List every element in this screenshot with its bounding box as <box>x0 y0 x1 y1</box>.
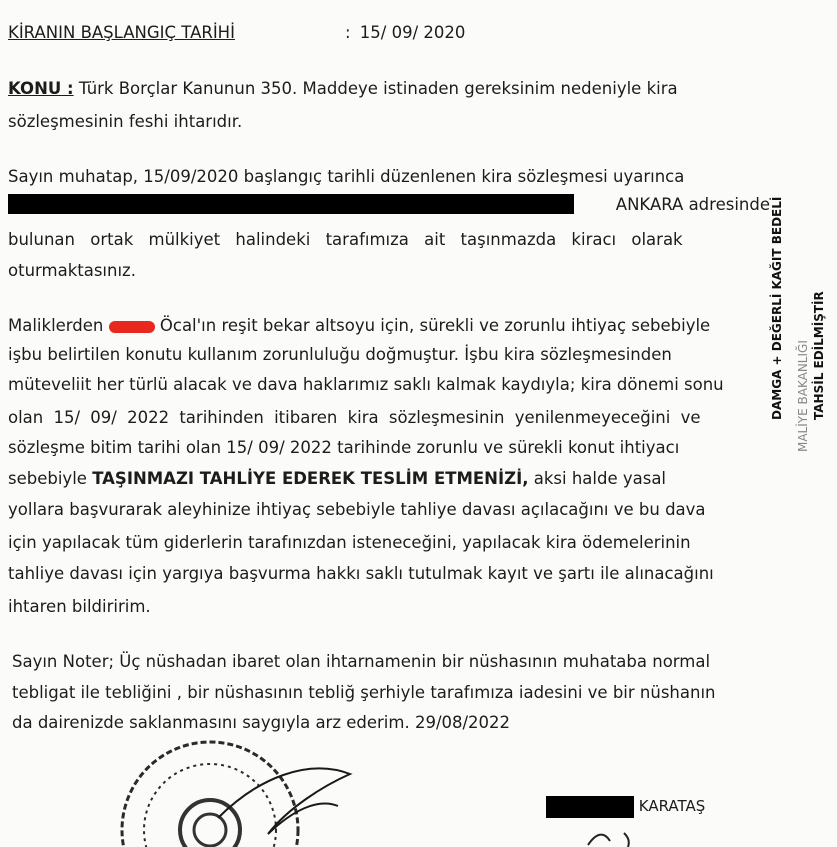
para3-line-3: da dairenizde saklanmasını saygıyla arz ederim. 29/08/2022 <box>12 713 511 732</box>
para2-line-6-a: sebebiyle <box>8 469 87 488</box>
para2-line-4: olan 15/ 09/ 2022 tarihinden itibaren kira sözleşmesinin yenilenmeyeceğini ve <box>8 408 701 427</box>
signature-block <box>546 795 705 818</box>
konu-text-1: Türk Borçlar Kanunun 350. Maddeye istinaden gereksinim nedeniyle kira <box>78 79 678 98</box>
start-date-label: KİRANIN BAŞLANGIÇ TARİHİ <box>8 23 235 42</box>
para2-line-7: yollara başvurarak aleyhinize ihtiyaç sebebiyle tahliye davası açılacağını ve bu dava <box>8 500 706 519</box>
side-stamp-line-2: TAHSİL EDİLMİŞTİR <box>812 291 826 420</box>
para2-line-8: için yapılacak tüm giderlerin tarafınızdan isteneceğini, yapılacak kira ödemelerinin <box>8 533 691 552</box>
para2-line-1 <box>8 315 710 337</box>
konu-label: KONU : <box>8 79 74 98</box>
signature-scribble <box>584 827 644 847</box>
para2-line-2: işbu belirtilen konutu kullanım zorunluluğu doğmuştur. İşbu kira sözleşmesinden <box>8 345 672 364</box>
side-stamp-line-3: MALİYE BAKANLIĞI <box>796 340 810 452</box>
para2-line-10: ihtaren bildiririm. <box>8 597 151 616</box>
para2-line-1-a: Maliklerden <box>8 316 104 335</box>
para1-line-4: oturmaktasınız. <box>8 261 136 280</box>
para2-line-6 <box>8 468 666 490</box>
seal-core-ring <box>194 814 226 846</box>
konu-line-2: sözleşmesinin feshi ihtarıdır. <box>8 112 243 131</box>
para2-line-3: müteveliit her türlü alacak ve dava haklarımız saklı kalmak kaydıyla; kira dönemi sonu <box>8 375 724 394</box>
para2-line-6-b: aksi halde yasal <box>533 469 667 488</box>
para1-line-1: Sayın muhatap, 15/09/2020 başlangıç tarihli düzenlenen kira sözleşmesi uyarınca <box>8 167 685 186</box>
redacted-name-mark <box>109 321 155 333</box>
redacted-address <box>8 194 574 214</box>
para3-line-2: tebligat ile tebliğini , bir nüshasının tebliğ şerhiyle tarafımıza iadesini ve bir nüshanın <box>12 683 716 702</box>
para3-line-1: Sayın Noter; Üç nüshadan ibaret olan ihtarnamenin bir nüshasının muhataba normal <box>12 652 711 671</box>
para2-line-9: tahliye davası için yargıya başvurma hakkı saklı tutulmak kayıt ve şartı ile alınacağını <box>8 564 714 583</box>
konu-line-1 <box>8 78 678 100</box>
para1-line-2-tail: ANKARA adresinde <box>615 195 770 214</box>
start-date-separator: : <box>344 23 351 42</box>
start-date-value: 15/ 09/ 2020 <box>359 23 466 42</box>
para1-line-3: bulunan ortak mülkiyet halindeki tarafımıza ait taşınmazda kiracı olarak <box>8 230 683 249</box>
para2-line-5: sözleşme bitim tarihi olan 15/ 09/ 2022 tarihinde zorunlu ve sürekli konut ihtiyacı <box>8 438 680 457</box>
notary-seal <box>118 738 358 847</box>
side-stamp-line-1: DAMGA + DEĞERLİ KAĞIT BEDELİ <box>770 196 784 420</box>
start-date-row <box>8 22 465 44</box>
signature-surname: KARATAŞ <box>638 797 706 815</box>
seal-inner-ring <box>144 764 276 847</box>
redacted-first-name <box>546 796 634 818</box>
para1-line-2 <box>8 194 770 216</box>
para2-line-1-b: Öcal'ın reşit bekar altsoyu için, sürekli ve zorunlu ihtiyaç sebebiyle <box>159 316 711 335</box>
tahliye-emphasis: TAŞINMAZI TAHLİYE EDEREK TESLİM ETMENİZİ, <box>92 469 529 488</box>
